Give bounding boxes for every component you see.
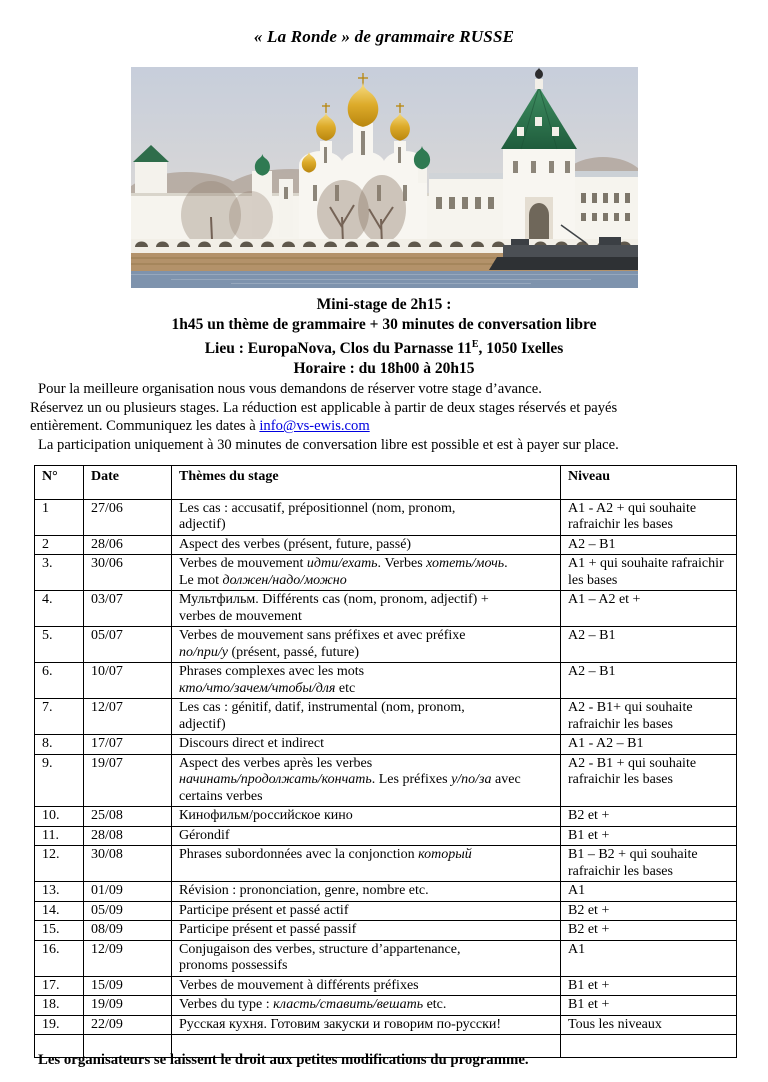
cell-level: A1 — [561, 882, 737, 902]
info-line-duration: Mini-stage de 2h15 : — [316, 296, 452, 313]
table-row — [35, 901, 737, 921]
cell-number: 12. — [35, 846, 84, 882]
cell-level: A2 – B1 — [561, 663, 737, 699]
location-text: Lieu : EuropaNova, Clos du Parnasse 11 — [204, 340, 472, 358]
footer-note: Les organisateurs se laissent le droit aux petites modifications du programme. — [38, 1052, 529, 1068]
cell-date: 17/07 — [84, 735, 172, 755]
cell-number: 7. — [35, 699, 84, 735]
intro-line-3-text: entièrement. Communiquez les dates à — [30, 418, 260, 435]
info-block — [0, 295, 768, 379]
cell-level — [561, 1035, 737, 1058]
cell-level: B1 et + — [561, 826, 737, 846]
table-row — [35, 499, 737, 535]
cell-number: 16. — [35, 940, 84, 976]
cell-level: A1 — [561, 940, 737, 976]
cell-level: A2 - B1+ qui souhaite rafraichir les bases — [561, 699, 737, 735]
cell-level: A1 + qui souhaite rafraichir les bases — [561, 555, 737, 591]
page-title: « La Ronde » de grammaire RUSSE — [253, 27, 515, 46]
cell-level: B2 et + — [561, 807, 737, 827]
table-row — [35, 940, 737, 976]
cell-date: 15/09 — [84, 976, 172, 996]
cell-level: A1 - A2 – B1 — [561, 735, 737, 755]
cell-number: 13. — [35, 882, 84, 902]
cell-date: 28/06 — [84, 535, 172, 555]
cell-date: 12/09 — [84, 940, 172, 976]
cell-theme: Participe présent et passé passif — [172, 921, 561, 941]
table-header-row — [35, 466, 737, 500]
cell-theme: Gérondif — [172, 826, 561, 846]
cell-date: 08/09 — [84, 921, 172, 941]
cell-number: 4. — [35, 591, 84, 627]
cell-theme: Aspect des verbes après les verbes начинать/продолжать/кончать. Les préfixes у/по/за avec certains verbes — [172, 754, 561, 807]
col-header-date: Date — [84, 466, 172, 500]
cell-number: 9. — [35, 754, 84, 807]
cell-level: A2 – B1 — [561, 535, 737, 555]
cell-number: 8. — [35, 735, 84, 755]
table-row — [35, 735, 737, 755]
cell-date: 05/07 — [84, 627, 172, 663]
table-row — [35, 807, 737, 827]
cell-theme: Phrases complexes avec les mots кто/что/зачем/чтобы/для etc — [172, 663, 561, 699]
cell-number: 15. — [35, 921, 84, 941]
table-row — [35, 826, 737, 846]
cell-date: 30/06 — [84, 555, 172, 591]
cell-theme: Les cas : accusatif, prépositionnel (nom, pronom, adjectif) — [172, 499, 561, 535]
info-line-location — [0, 335, 768, 359]
table-row — [35, 627, 737, 663]
cell-theme: Verbes de mouvement идти/ехать. Verbes хотеть/мочь. Le mot должен/надо/можно — [172, 555, 561, 591]
cell-theme: Phrases subordonnées avec la conjonction который — [172, 846, 561, 882]
cell-date: 05/09 — [84, 901, 172, 921]
cell-number: 1 — [35, 499, 84, 535]
cell-number: 11. — [35, 826, 84, 846]
cell-theme: Verbes du type : класть/ставить/вешать etc. — [172, 996, 561, 1016]
cell-level: B1 et + — [561, 996, 737, 1016]
cell-number: 2 — [35, 535, 84, 555]
cell-number: 17. — [35, 976, 84, 996]
table-row — [35, 663, 737, 699]
cell-level: B2 et + — [561, 921, 737, 941]
intro-line-4: La participation uniquement à 30 minutes de conversation libre est possible et est à payer sur place. — [38, 436, 619, 453]
cell-date: 19/07 — [84, 754, 172, 807]
cell-number: 18. — [35, 996, 84, 1016]
cell-theme: Discours direct et indirect — [172, 735, 561, 755]
cell-date: 01/09 — [84, 882, 172, 902]
cell-date: 22/09 — [84, 1015, 172, 1035]
table-row — [35, 921, 737, 941]
schedule-table — [34, 465, 737, 1058]
cell-theme: Русская кухня. Готовим закуски и говорим по-русски! — [172, 1015, 561, 1035]
cell-date: 10/07 — [84, 663, 172, 699]
table-row — [35, 846, 737, 882]
schedule-table-container — [34, 465, 737, 1058]
col-header-level: Niveau — [561, 466, 737, 500]
cell-number: 5. — [35, 627, 84, 663]
table-row — [35, 699, 737, 735]
table-row — [35, 976, 737, 996]
monastery-photo-graphic — [131, 67, 638, 288]
table-row — [35, 1015, 737, 1035]
intro-line-1: Pour la meilleure organisation nous vous demandons de réserver votre stage d’avance. — [38, 381, 542, 397]
cell-level: B1 – B2 + qui souhaite rafraichir les bases — [561, 846, 737, 882]
cell-level: A2 - B1 + qui souhaite rafraichir les bases — [561, 754, 737, 807]
cell-date: 27/06 — [84, 499, 172, 535]
table-row — [35, 882, 737, 902]
cell-theme: Participe présent et passé actif — [172, 901, 561, 921]
table-row — [35, 996, 737, 1016]
table-row — [35, 591, 737, 627]
cell-theme: Verbes de mouvement sans préfixes et avec préfixe по/при/у (présent, passé, future) — [172, 627, 561, 663]
info-line-schedule: Horaire : du 18h00 à 20h15 — [293, 360, 475, 378]
cell-number: 6. — [35, 663, 84, 699]
info-line-format: 1h45 un thème de grammaire + 30 minutes de conversation libre — [171, 316, 597, 333]
cell-date: 28/08 — [84, 826, 172, 846]
email-link[interactable]: info@vs-ewis.com — [259, 418, 370, 435]
table-row — [35, 535, 737, 555]
intro-paragraph — [30, 380, 746, 454]
col-header-number: N° — [35, 466, 84, 500]
cell-theme: Aspect des verbes (présent, future, passé) — [172, 535, 561, 555]
cell-level: B2 et + — [561, 901, 737, 921]
cell-date: 19/09 — [84, 996, 172, 1016]
location-text-end: , 1050 Ixelles — [478, 340, 564, 358]
cell-date: 03/07 — [84, 591, 172, 627]
location-superscript: E — [471, 339, 479, 350]
intro-line-3 — [30, 417, 746, 436]
table-row — [35, 754, 737, 807]
cell-level: A1 – A2 et + — [561, 591, 737, 627]
cell-level: Tous les niveaux — [561, 1015, 737, 1035]
cell-date: 30/08 — [84, 846, 172, 882]
cell-theme: Кинофильм/российское кино — [172, 807, 561, 827]
table-row — [35, 555, 737, 591]
cell-level: A1 - A2 + qui souhaite rafraichir les bases — [561, 499, 737, 535]
intro-line-2: Réservez un ou plusieurs stages. La réduction est applicable à partir de deux stages réservés et payés — [30, 399, 618, 416]
cell-number: 3. — [35, 555, 84, 591]
cell-theme: Conjugaison des verbes, structure d’appartenance, pronoms possessifs — [172, 940, 561, 976]
cell-level: A2 – B1 — [561, 627, 737, 663]
cell-level: B1 et + — [561, 976, 737, 996]
cell-theme: Verbes de mouvement à différents préfixes — [172, 976, 561, 996]
cell-theme: Мультфильм. Différents cas (nom, pronom, adjectif) + verbes de mouvement — [172, 591, 561, 627]
schedule-table-body — [35, 499, 737, 1058]
cell-theme: Révision : prononciation, genre, nombre etc. — [172, 882, 561, 902]
cell-number: 10. — [35, 807, 84, 827]
cell-number: 14. — [35, 901, 84, 921]
cell-theme: Les cas : génitif, datif, instrumental (nom, pronom, adjectif) — [172, 699, 561, 735]
cell-date: 12/07 — [84, 699, 172, 735]
cell-number: 19. — [35, 1015, 84, 1035]
monastery-photo — [131, 67, 638, 288]
col-header-theme: Thèmes du stage — [172, 466, 561, 500]
cell-date: 25/08 — [84, 807, 172, 827]
